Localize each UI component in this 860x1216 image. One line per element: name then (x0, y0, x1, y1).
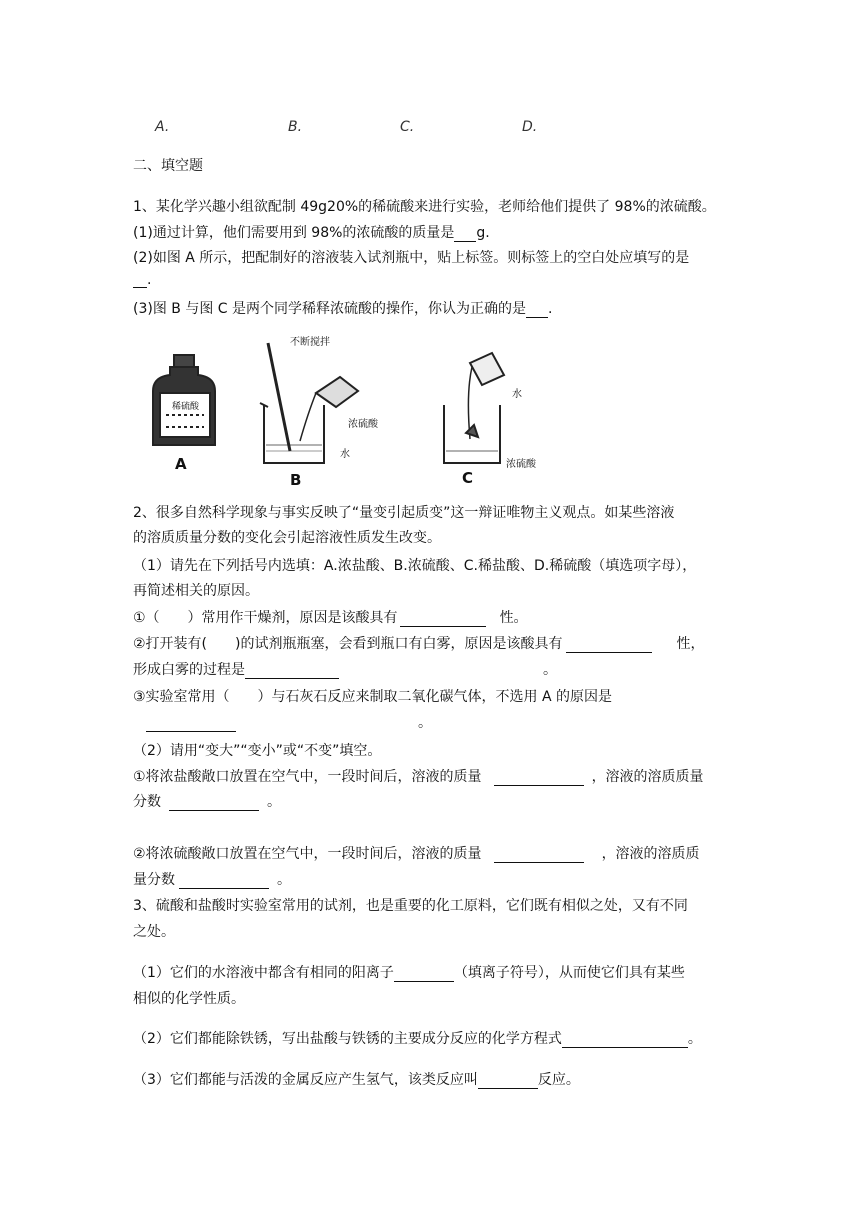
answer-blank[interactable] (133, 273, 147, 288)
q3-sub3-end: 反应。 (537, 1072, 580, 1088)
section-title: 二、填空题 (133, 158, 203, 174)
q1-part2: (2)如图 A 所示，把配制好的溶液装入试剂瓶中，贴上标签。则标签上的空白处应填写的是 (133, 250, 690, 266)
water-label-b: 水 (340, 449, 350, 460)
q2-j2-cont (133, 869, 291, 889)
q3-sub1 (133, 962, 685, 982)
stir-label: 不断搅拌 (290, 337, 330, 348)
q3-sub2-text: （2）它们都能除铁锈，写出盐酸与铁锈的主要成分反应的化学方程式 (133, 1031, 562, 1047)
q2-j2 (133, 843, 700, 863)
answer-blank[interactable] (494, 771, 584, 786)
q2-item2-period: 。 (543, 662, 557, 678)
q2-j2-period: 。 (277, 872, 291, 888)
figure-label-c: C (462, 469, 474, 487)
q3-sub1-cont: 相似的化学性质。 (133, 991, 245, 1007)
q2-item3-cont (146, 712, 432, 732)
q2-sub1-line2: 再简述相关的原因。 (133, 583, 259, 599)
answer-blank[interactable] (562, 1033, 688, 1048)
q3-sub1-text: （1）它们的水溶液中都含有相同的阳离子 (133, 965, 394, 981)
option-a: A. (155, 119, 170, 135)
q2-item1-text: ①（ ）常用作干燥剂，原因是该酸具有 (133, 610, 398, 626)
q2-j1-frac: 分数 (133, 794, 161, 810)
q2-item1 (133, 607, 528, 627)
q1-part3 (133, 298, 552, 318)
answer-blank[interactable] (169, 796, 259, 811)
q3-sub2 (133, 1028, 702, 1048)
q2-item1-end: 性。 (499, 610, 528, 626)
answer-blank[interactable] (494, 848, 584, 863)
option-b: B. (288, 119, 303, 135)
q2-j2-frac: 量分数 (133, 872, 175, 888)
q2-j1-cont (133, 791, 281, 811)
water-label-c: 水 (512, 389, 522, 400)
answer-blank[interactable] (478, 1074, 538, 1089)
answer-blank[interactable] (526, 303, 548, 318)
figure-label-b: B (290, 471, 302, 489)
q2-j2-text: ②将浓硫酸敞口放置在空气中，一段时间后，溶液的质量 (133, 846, 482, 862)
answer-blank[interactable] (566, 638, 652, 653)
q3-stem-1: 3、硫酸和盐酸时实验室常用的试剂，也是重要的化工原料，它们既有相似之处，又有不同 (133, 898, 688, 914)
q1-part2-cont (133, 272, 151, 288)
q2-item3: ③实验室常用（ ）与石灰石反应来制取二氧化碳气体，不选用 A 的原因是 (133, 689, 613, 705)
q3-sub3 (133, 1069, 580, 1089)
bottle-label: 稀硫酸 (172, 402, 200, 412)
q1-part3-text: (3)图 B 与图 C 是两个同学稀释浓硫酸的操作，你认为正确的是 (133, 301, 527, 317)
beaker-c (444, 353, 504, 463)
option-d: D. (522, 119, 538, 135)
answer-blank[interactable] (179, 874, 269, 889)
q2-j1 (133, 766, 704, 786)
q1-part2-end: . (147, 272, 152, 288)
q2-j1-text: ①将浓盐酸敞口放置在空气中，一段时间后，溶液的质量 (133, 769, 482, 785)
answer-blank[interactable] (394, 967, 454, 982)
answer-blank[interactable] (454, 227, 476, 242)
figure-label-a: A (175, 455, 187, 473)
q1-part3-end: . (548, 301, 553, 317)
q1-part1-text: (1)通过计算，他们需要用到 98%的浓硫酸的质量是 (133, 225, 455, 241)
q1-stem: 1、某化学兴趣小组欲配制 49g20%的稀硫酸来进行实验，老师给他们提供了 98%的浓硫酸。 (133, 199, 716, 215)
q2-item3-period: 。 (418, 715, 432, 731)
beaker-b (260, 343, 358, 463)
q3-sub2-period: 。 (687, 1031, 702, 1047)
acid-label-c: 浓硫酸 (506, 459, 536, 470)
acid-label-b: 浓硫酸 (348, 419, 378, 430)
q2-item2-process: 形成白雾的过程是 (133, 662, 245, 678)
q2-item2-cont (133, 659, 557, 679)
q1-part1-unit: g. (476, 225, 490, 241)
q2-stem-2: 的溶质质量分数的变化会引起溶液性质发生改变。 (133, 530, 441, 546)
q3-sub3-text: （3）它们都能与活泼的金属反应产生氢气，该类反应叫 (133, 1072, 478, 1088)
q2-sub1-line1: （1）请先在下列括号内选填：A.浓盐酸、B.浓硫酸、C.稀盐酸、D.稀硫酸（填选项字母）， (133, 558, 697, 574)
q2-j1-period: 。 (267, 794, 281, 810)
q2-j1-mid: ，溶液的溶质质量 (591, 769, 704, 785)
q2-sub2: （2）请用“变大”“变小”或“不变”填空。 (133, 743, 382, 759)
answer-blank[interactable] (146, 717, 236, 732)
experiment-figure (140, 333, 580, 493)
q2-stem-1: 2、很多自然科学现象与事实反映了“量变引起质变”这一辩证唯物主义观点。如某些溶液 (133, 505, 675, 521)
q3-stem-2: 之处。 (133, 924, 175, 940)
q2-item2-text: ②打开装有( )的试剂瓶瓶塞，会看到瓶口有白雾，原因是该酸具有 (133, 636, 563, 652)
answer-blank[interactable] (245, 664, 339, 679)
q2-j2-mid: ，溶液的溶质质 (601, 846, 700, 862)
q1-part1 (133, 222, 490, 242)
q3-sub1-mid: （填离子符号），从而使它们具有某些 (453, 965, 685, 981)
answer-blank[interactable] (400, 612, 486, 627)
q2-item2-end: 性， (676, 636, 705, 652)
reagent-bottle-a (153, 355, 215, 445)
q2-item2 (133, 633, 704, 653)
option-c: C. (400, 119, 415, 135)
